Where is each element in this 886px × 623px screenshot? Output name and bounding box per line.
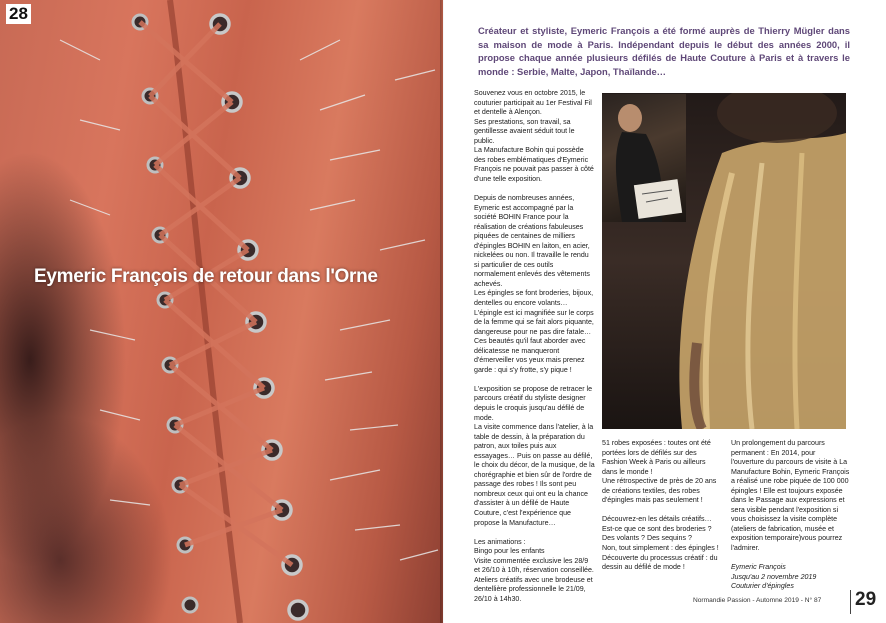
paragraph: Non, tout simplement : des épingles ! [602,543,719,552]
paragraph: La Manufacture Bohin qui possède des robes emblématiques d'Eymeric François ne pouvait pas passer à côté d'une telle exposition. [474,146,594,183]
page-number-right: 29 [855,589,877,610]
signature-role: Couturier d'épingles [731,582,794,591]
paragraph: Bingo pour les enfants [474,547,545,556]
paragraph: Visite commentée exclusive les 28/9 et 26/10 à 10h, réservation conseillée. [474,556,594,575]
designer-illustration [602,94,686,222]
paragraph: Découvrez-en les détails créatifs… Est-ce que ce sont des broderies ? Des volants ? Des sequins ? [602,515,712,543]
paragraph: 51 robes exposées : toutes ont été portées lors de défilés sur des Fashion Week à Paris ou ailleurs dans le monde ! [602,439,711,476]
paragraph: Un prolongement du parcours permanent : En 2014, pour l'ouverture du parcours de visite à La Manufacture Bohin, Eymeric François a réalisé une robe piquée de 100 000 épingles ! Elle est toujours exposée dans le Passage aux expressions et sera visible pendant l'exposition si vous choisissez la visite complète (ateliers de fabrication, musée et exposition temporaire)vous pourrez l'admirer. [731,439,850,553]
footer-divider [850,590,851,614]
paragraph: Ses prestations, son travail, sa gentillesse avaient séduit tout le public. [474,117,575,145]
page-number-left: 28 [6,4,31,24]
spread-gutter [440,0,444,623]
paragraph: Les animations : [474,537,526,546]
intro-paragraph: Créateur et styliste, Eymeric François a été formé auprès de Thierry Mügler dans sa maison de mode à Paris. Indépendant depuis le début des années 2000, il propose chaque année plusieurs défilés de Haute Couture à Paris et à travers le monde : Serbie, Malte, Japon, Thaïlande… [478,25,850,77]
paragraph: La visite commence dans l'atelier, à la table de dessin, à la préparation du patron, aux toiles puis aux essayages… Puis on passe au défilé, le choix du décor, de la musique, de la chorégraphie et bien sûr de l'ordre de passage des robes ! Ils sont peu nombreux ceux qui ont eu la chance d'assister à un défilé de Haute Couture, c'est l'expérience que propose la Manufacture… [474,423,595,527]
article-column-1 [474,89,595,604]
article-column-3 [731,439,850,592]
page-footer: Normandie Passion - Automne 2019 - N° 87 [693,597,822,604]
paragraph: Souvenez vous en octobre 2015, le couturier participait au 1er Festival Fil et dentelle à Alençon. [474,89,592,117]
paragraph: Ateliers créatifs avec une brodeuse et dentellière professionnelle le 21/09, 26/10 à 14h30. [474,575,593,603]
article-title: Eymeric François de retour dans l'Orne [34,266,378,287]
paragraph: Une rétrospective de près de 20 ans de créations textiles, des robes d'épingles mais pas seulement ! [602,477,717,505]
paragraph: L'exposition se propose de retracer le parcours créatif du styliste designer depuis le croquis jusqu'au défilé de mode. [474,384,593,422]
article-column-2 [602,439,722,573]
signature-name: Eymeric François [731,563,786,572]
signature-date: Jusqu'au 2 novembre 2019 [731,572,817,581]
paragraph: Découverte du processus créatif : du dessin au défilé de mode ! [602,553,718,572]
paragraph: Les épingles se font broderies, bijoux, dentelles ou encore volants… L'épingle est ici magnifiée sur le corps de la femme qui se fait alors piquante, dangereuse pour ne pas dire fatale… Ces beautés qu'il faut aborder avec délicatesse ne manqueront d'émerveiller vos yeux mais prenez garde : qui s'y frotte, s'y pique ! [474,289,594,374]
paragraph: Depuis de nombreuses années, Eymeric est accompagné par la société BOHIN France pour la réalisation de créations fabuleuses piquées de centaines de milliers d'épingles BOHIN en laiton, en acier, nickelées ou non. Il travaille le rendu si particulier de ces outils normalement enlevés des vêtements achevés. [474,193,590,288]
designer-sketching-photo [602,94,686,222]
